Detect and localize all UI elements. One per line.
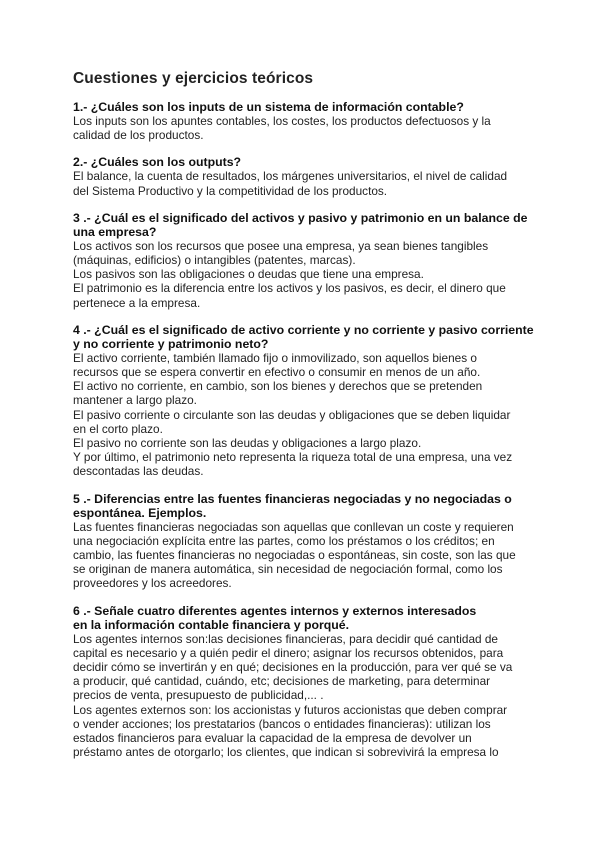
page-title: Cuestiones y ejercicios teóricos — [73, 70, 314, 87]
answer-paragraph: Las fuentes financieras negociadas son aquellas que conllevan un coste y requieren una negociación explícita entre las partes, como los préstamos o los créditos; en cambio, las fuentes financieras no negociadas o espontáneas, sin coste, son las que se originan de manera automática, sin necesidad de negociación formal, como los proveedores y los acreedores. — [73, 519, 516, 591]
answer-paragraph: El balance, la cuenta de resultados, los márgenes universitarios, el nivel de calidad del Sistema Productivo y la competitividad de los productos. — [73, 169, 508, 198]
question-section-4 — [73, 323, 533, 479]
question-heading: 6 .- Señale cuatro diferentes agentes internos y externos interesados en la información contable financiera y porqué. — [73, 603, 477, 632]
answer-paragraph: Los agentes internos son:las decisiones financieras, para decidir qué cantidad de capital es necesario y a quién pedir el dinero; asignar los recursos obtenidos, para decidir cómo se invertirán y en qué; decisiones en la producción, para ver qué se va a producir, qué cantidad, cuándo, etc; decisiones de marketing, para determinar precios de venta, presupuesto de publicidad,... . Los agentes externos son: los accionistas y futuros accionistas que deben comprar o vender acciones; los prestatarios (bancos o entidades financieras): utilizan los estados financieros para evaluar la capacidad de la empresa de devolver un préstamo antes de otorgarlo; los clientes, que indican si sobrevivirá la empresa lo — [73, 631, 513, 760]
answer-paragraph: Los activos son los recursos que posee una empresa, ya sean bienes tangibles (máquinas, edificios) o intangibles (patentes, marcas). Los pasivos son las obligaciones o deudas que tiene una empresa. El patrimonio es la diferencia entre los activos y los pasivos, es decir, el dinero que pertenece a la empresa. — [73, 238, 506, 310]
question-section-5 — [73, 492, 533, 591]
question-heading: 2.- ¿Cuáles son los outputs? — [73, 155, 242, 170]
answer-paragraph: El activo corriente, también llamado fijo o inmovilizado, son aquellos bienes o recursos que se espera convertir en efectivo o consumir en menos de un año. El activo no corriente, en cambio, son los bienes y derechos que se pretenden mantener a largo plazo. El pasivo corriente o circulante son las deudas y obligaciones que se deben liquidar en el corto plazo. El pasivo no corriente son las deudas y obligaciones a largo plazo. Y por último, el patrimonio neto representa la riqueza total de una empresa, una vez descontadas las deudas. — [73, 350, 513, 479]
question-heading: 3 .- ¿Cuál es el significado del activos y pasivo y patrimonio en un balance de una empresa? — [73, 210, 528, 239]
question-heading: 1.- ¿Cuáles son los inputs de un sistema de información contable? — [73, 100, 464, 114]
question-section-1 — [73, 100, 533, 142]
question-section-3 — [73, 211, 533, 310]
answer-paragraph: Los inputs son los apuntes contables, los costes, los productos defectuosos y la calidad de los productos. — [73, 114, 491, 143]
question-heading: 5 .- Diferencias entre las fuentes financieras negociadas y no negociadas o espontánea. Ejemplos. — [73, 491, 512, 520]
document-page — [73, 70, 533, 773]
question-heading: 4 .- ¿Cuál es el significado de activo corriente y no corriente y pasivo corriente y no corriente y patrimonio neto? — [73, 322, 534, 351]
question-section-6 — [73, 604, 533, 760]
question-section-2 — [73, 155, 533, 197]
